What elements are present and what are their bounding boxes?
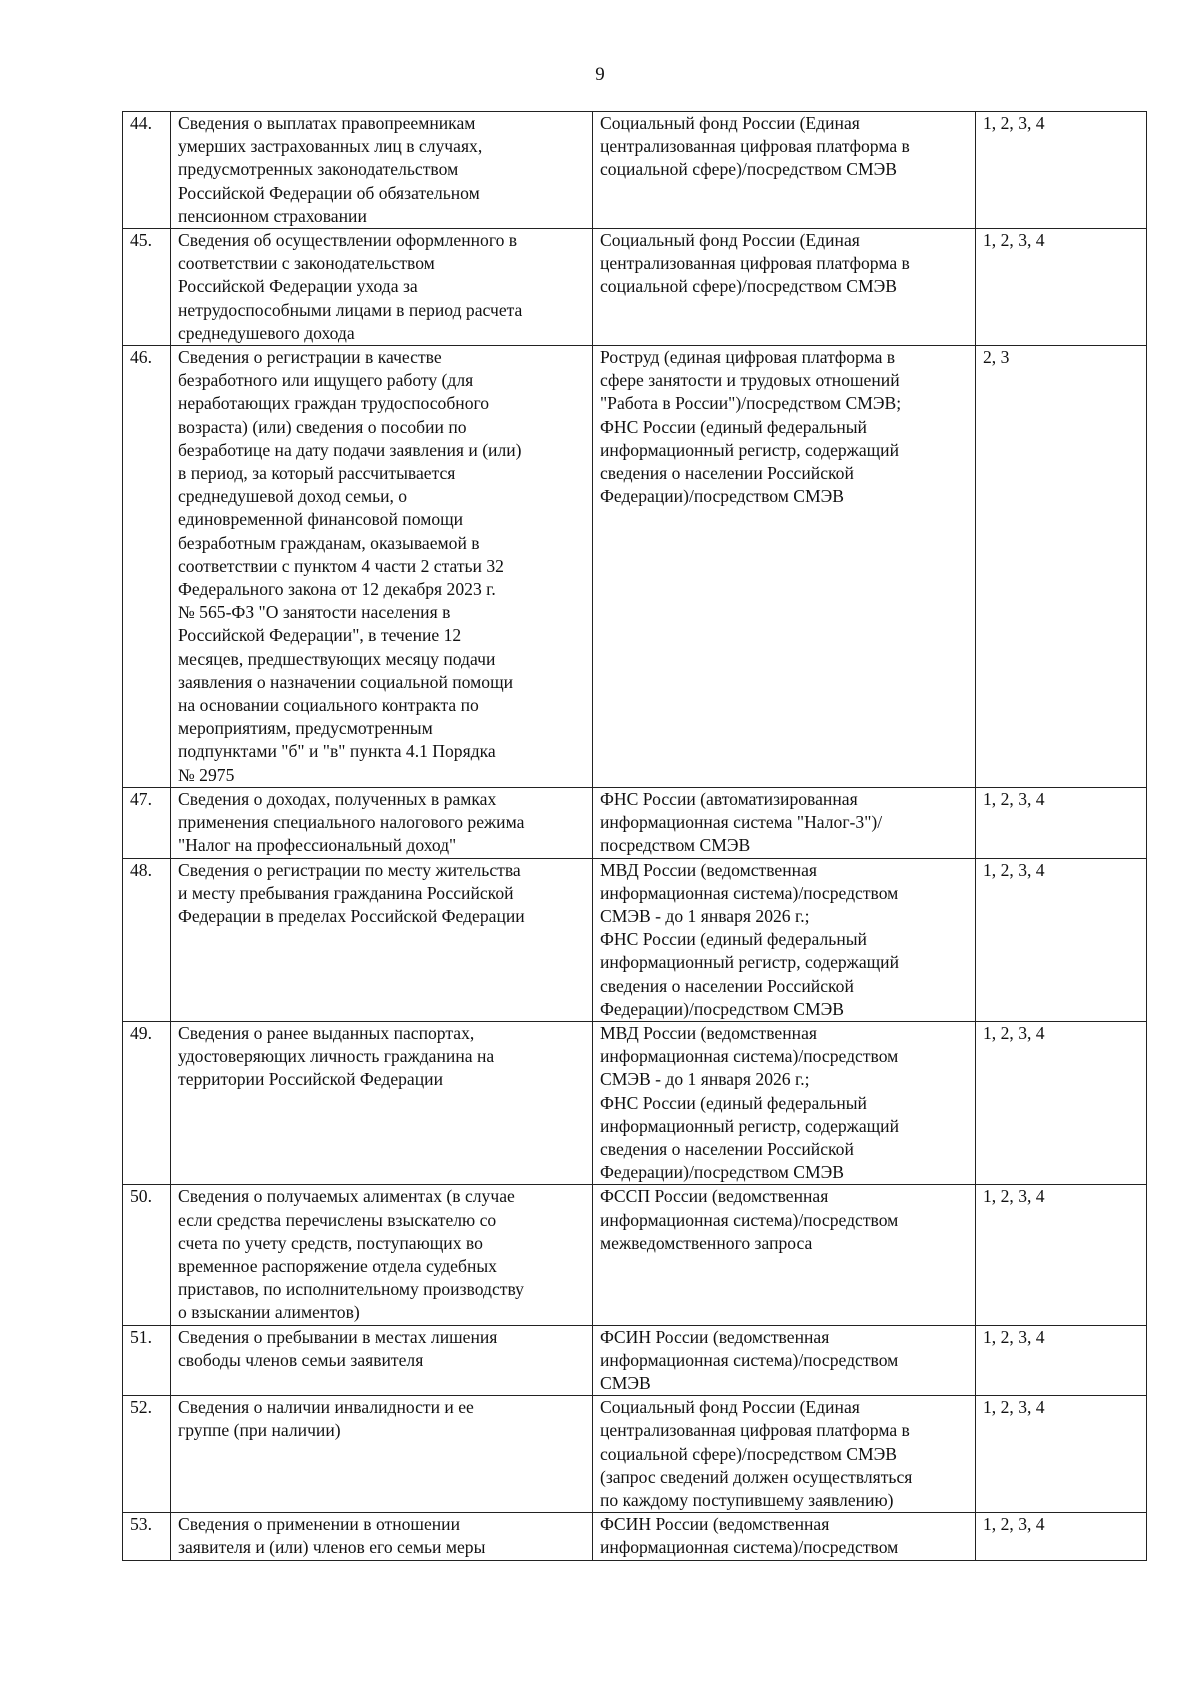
info-source-line: сведения о населении Российской <box>600 463 854 484</box>
info-description <box>171 858 593 1021</box>
info-description-line: в период, за который рассчитывается <box>178 463 456 484</box>
info-source-line: социальной сфере)/посредством СМЭВ <box>600 1443 898 1464</box>
info-description-line: умерших застрахованных лиц в случаях, <box>178 136 483 157</box>
info-description-line: удостоверяющих личность гражданина на <box>178 1046 495 1067</box>
info-description-line: о взыскании алиментов) <box>178 1302 360 1323</box>
info-stages-line: 1, 2, 3, 4 <box>983 1514 1045 1535</box>
info-source-line: централизованная цифровая платформа в <box>600 1420 910 1441</box>
info-source-line: СМЭВ <box>600 1372 651 1393</box>
info-description-line: Сведения о доходах, полученных в рамках <box>178 788 497 809</box>
data-sources-table <box>122 111 1147 1561</box>
info-stages-line: 1, 2, 3, 4 <box>983 788 1045 809</box>
info-source-line: сфере занятости и трудовых отношений <box>600 370 900 391</box>
row-number: 45. <box>123 229 171 346</box>
info-source-line: (запрос сведений должен осуществляться <box>600 1466 913 1487</box>
info-source-line: сведения о населении Российской <box>600 1138 854 1159</box>
info-source-line: информационная система)/посредством <box>600 1046 899 1067</box>
row-number: 46. <box>123 346 171 788</box>
info-description-line: № 565-ФЗ "О занятости населения в <box>178 602 451 623</box>
info-stages <box>976 1396 1147 1513</box>
info-description-line: территории Российской Федерации <box>178 1069 443 1090</box>
info-source-line: сведения о населении Российской <box>600 975 854 996</box>
info-stages-line: 1, 2, 3, 4 <box>983 113 1045 133</box>
info-description-line: на основании социального контракта по <box>178 695 479 716</box>
info-source-line: ФНС России (единый федеральный <box>600 416 867 437</box>
info-source-line: Социальный фонд России (Единая <box>600 230 860 251</box>
info-source-line: централизованная цифровая платформа в <box>600 136 910 157</box>
info-stages-line: 1, 2, 3, 4 <box>983 230 1045 251</box>
info-description-line: неработающих граждан трудоспособного <box>178 393 490 414</box>
table-row <box>123 346 1147 788</box>
info-description-line: Федерального закона от 12 декабря 2023 г. <box>178 579 496 600</box>
info-description <box>171 787 593 858</box>
table-row <box>123 1185 1147 1325</box>
info-stages <box>976 346 1147 788</box>
info-source-line: ФСИН России (ведомственная <box>600 1326 830 1347</box>
info-source-line: социальной сфере)/посредством СМЭВ <box>600 276 898 297</box>
info-source-line: Федерации)/посредством СМЭВ <box>600 998 845 1019</box>
info-description-line: № 2975 <box>178 764 235 785</box>
info-source-line: ФСИН России (ведомственная <box>600 1514 830 1535</box>
info-description-line: заявителя и (или) членов его семьи меры <box>178 1537 486 1558</box>
info-source <box>593 1325 976 1396</box>
info-description-line: приставов, по исполнительному производству <box>178 1279 524 1300</box>
info-description-line: безработице на дату подачи заявления и (или) <box>178 439 522 460</box>
info-description-line: среднедушевой доход семьи, о <box>178 486 408 507</box>
info-source-line: информационная система)/посредством <box>600 882 899 903</box>
info-description-line: возраста) (или) сведения о пособии по <box>178 416 467 437</box>
row-number: 47. <box>123 787 171 858</box>
info-stages-line: 1, 2, 3, 4 <box>983 1326 1045 1347</box>
info-description <box>171 1513 593 1560</box>
info-stages-line: 1, 2, 3, 4 <box>983 1397 1045 1418</box>
info-description-line: Сведения о выплатах правопреемникам <box>178 113 476 133</box>
info-source-line: ФНС России (единый федеральный <box>600 929 867 950</box>
table-body <box>123 112 1147 1561</box>
table-row <box>123 112 1147 229</box>
info-stages <box>976 787 1147 858</box>
info-description-line: среднедушевого дохода <box>178 322 355 343</box>
info-description-line: применения специального налогового режима <box>178 812 525 833</box>
info-source-line: МВД России (ведомственная <box>600 859 817 880</box>
info-description-line: единовременной финансовой помощи <box>178 509 464 530</box>
info-source-line: информационная система)/посредством <box>600 1349 899 1370</box>
info-description-line: Сведения о пребывании в местах лишения <box>178 1326 498 1347</box>
info-description-line: счета по учету средств, поступающих во <box>178 1232 483 1253</box>
info-description-line: предусмотренных законодательством <box>178 159 459 180</box>
row-number: 49. <box>123 1021 171 1184</box>
row-number: 52. <box>123 1396 171 1513</box>
info-stages <box>976 229 1147 346</box>
info-source-line: Роструд (единая цифровая платформа в <box>600 347 896 368</box>
info-description <box>171 346 593 788</box>
table-row <box>123 1396 1147 1513</box>
info-description-line: временное распоряжение отдела судебных <box>178 1255 497 1276</box>
info-description-line: безработным гражданам, оказываемой в <box>178 532 480 553</box>
info-source-line: СМЭВ - до 1 января 2026 г.; <box>600 1069 810 1090</box>
info-stages-line: 1, 2, 3, 4 <box>983 1022 1045 1043</box>
info-description-line: и месту пребывания гражданина Российской <box>178 882 514 903</box>
info-description <box>171 1396 593 1513</box>
info-source-line: информационный регистр, содержащий <box>600 1115 900 1136</box>
row-number: 48. <box>123 858 171 1021</box>
info-description-line: Сведения о регистрации по месту жительства <box>178 859 521 880</box>
info-description-line: Сведения о наличии инвалидности и ее <box>178 1397 474 1418</box>
info-source-line: ФССП России (ведомственная <box>600 1186 829 1207</box>
info-source <box>593 346 976 788</box>
info-description-line: Федерации в пределах Российской Федерации <box>178 905 525 926</box>
info-source-line: ФНС России (единый федеральный <box>600 1092 867 1113</box>
info-source-line: СМЭВ - до 1 января 2026 г.; <box>600 905 810 926</box>
table-row <box>123 1325 1147 1396</box>
info-source-line: по каждому поступившему заявлению) <box>600 1489 894 1510</box>
info-source-line: ФНС России (автоматизированная <box>600 788 858 809</box>
info-source <box>593 1396 976 1513</box>
info-stages <box>976 1513 1147 1560</box>
info-description-line: соответствии с законодательством <box>178 253 435 274</box>
info-source-line: "Работа в России")/посредством СМЭВ; <box>600 393 902 414</box>
info-description-line: соответствии с пунктом 4 части 2 статьи 32 <box>178 555 504 576</box>
row-number: 50. <box>123 1185 171 1325</box>
info-description <box>171 1021 593 1184</box>
info-source-line: информационная система)/посредством <box>600 1209 899 1230</box>
info-description-line: месяцев, предшествующих месяцу подачи <box>178 648 496 669</box>
info-source-line: Федерации)/посредством СМЭВ <box>600 486 845 507</box>
info-description <box>171 112 593 229</box>
info-source-line: посредством СМЭВ <box>600 835 751 856</box>
info-source-line: информационный регистр, содержащий <box>600 952 900 973</box>
info-source <box>593 858 976 1021</box>
info-stages <box>976 112 1147 229</box>
info-stages <box>976 1185 1147 1325</box>
info-stages <box>976 858 1147 1021</box>
info-source-line: информационная система "Налог-3")/ <box>600 812 883 833</box>
info-stages <box>976 1021 1147 1184</box>
row-number: 53. <box>123 1513 171 1560</box>
info-description <box>171 1325 593 1396</box>
info-description <box>171 229 593 346</box>
info-source-line: Социальный фонд России (Единая <box>600 1397 860 1418</box>
info-source-line: информационная система)/посредством <box>600 1537 899 1558</box>
info-description-line: "Налог на профессиональный доход" <box>178 835 457 856</box>
info-source <box>593 1513 976 1560</box>
info-description-line: безработного или ищущего работу (для <box>178 370 474 391</box>
info-source-line: Федерации)/посредством СМЭВ <box>600 1162 845 1183</box>
info-source-line: централизованная цифровая платформа в <box>600 253 910 274</box>
info-description-line: Сведения о регистрации в качестве <box>178 347 442 368</box>
info-source <box>593 1185 976 1325</box>
info-description-line: пенсионном страховании <box>178 205 367 226</box>
info-description-line: группе (при наличии) <box>178 1420 341 1441</box>
info-source <box>593 112 976 229</box>
page-number: 9 <box>595 64 605 85</box>
info-description-line: заявления о назначении социальной помощи <box>178 671 514 692</box>
info-source <box>593 1021 976 1184</box>
info-source <box>593 787 976 858</box>
info-source <box>593 229 976 346</box>
table-row <box>123 229 1147 346</box>
info-stages-line: 1, 2, 3, 4 <box>983 859 1045 880</box>
info-description-line: Сведения о ранее выданных паспортах, <box>178 1022 475 1043</box>
table-row <box>123 1513 1147 1560</box>
info-stages <box>976 1325 1147 1396</box>
info-description-line: Сведения о получаемых алиментах (в случае <box>178 1186 515 1207</box>
info-description-line: свободы членов семьи заявителя <box>178 1349 424 1370</box>
table-row <box>123 787 1147 858</box>
info-description-line: подпунктами "б" и "в" пункта 4.1 Порядка <box>178 741 496 762</box>
info-description-line: Российской Федерации", в течение 12 <box>178 625 462 646</box>
info-description-line: если средства перечислены взыскателю со <box>178 1209 497 1230</box>
info-description-line: Российской Федерации ухода за <box>178 276 418 297</box>
info-description-line: мероприятиям, предусмотренным <box>178 718 433 739</box>
info-description-line: Российской Федерации об обязательном <box>178 182 480 203</box>
row-number: 51. <box>123 1325 171 1396</box>
info-source-line: Социальный фонд России (Единая <box>600 113 860 133</box>
info-source-line: социальной сфере)/посредством СМЭВ <box>600 159 898 180</box>
info-description-line: Сведения об осуществлении оформленного в <box>178 230 518 251</box>
info-source-line: информационный регистр, содержащий <box>600 439 900 460</box>
info-stages-line: 1, 2, 3, 4 <box>983 1186 1045 1207</box>
row-number: 44. <box>123 112 171 229</box>
info-source-line: межведомственного запроса <box>600 1232 813 1253</box>
info-description-line: Сведения о применении в отношении <box>178 1514 461 1535</box>
info-source-line: МВД России (ведомственная <box>600 1022 817 1043</box>
table-row <box>123 1021 1147 1184</box>
info-description-line: нетрудоспособными лицами в период расчета <box>178 299 523 320</box>
info-description <box>171 1185 593 1325</box>
info-stages-line: 2, 3 <box>983 347 1010 368</box>
table-row <box>123 858 1147 1021</box>
